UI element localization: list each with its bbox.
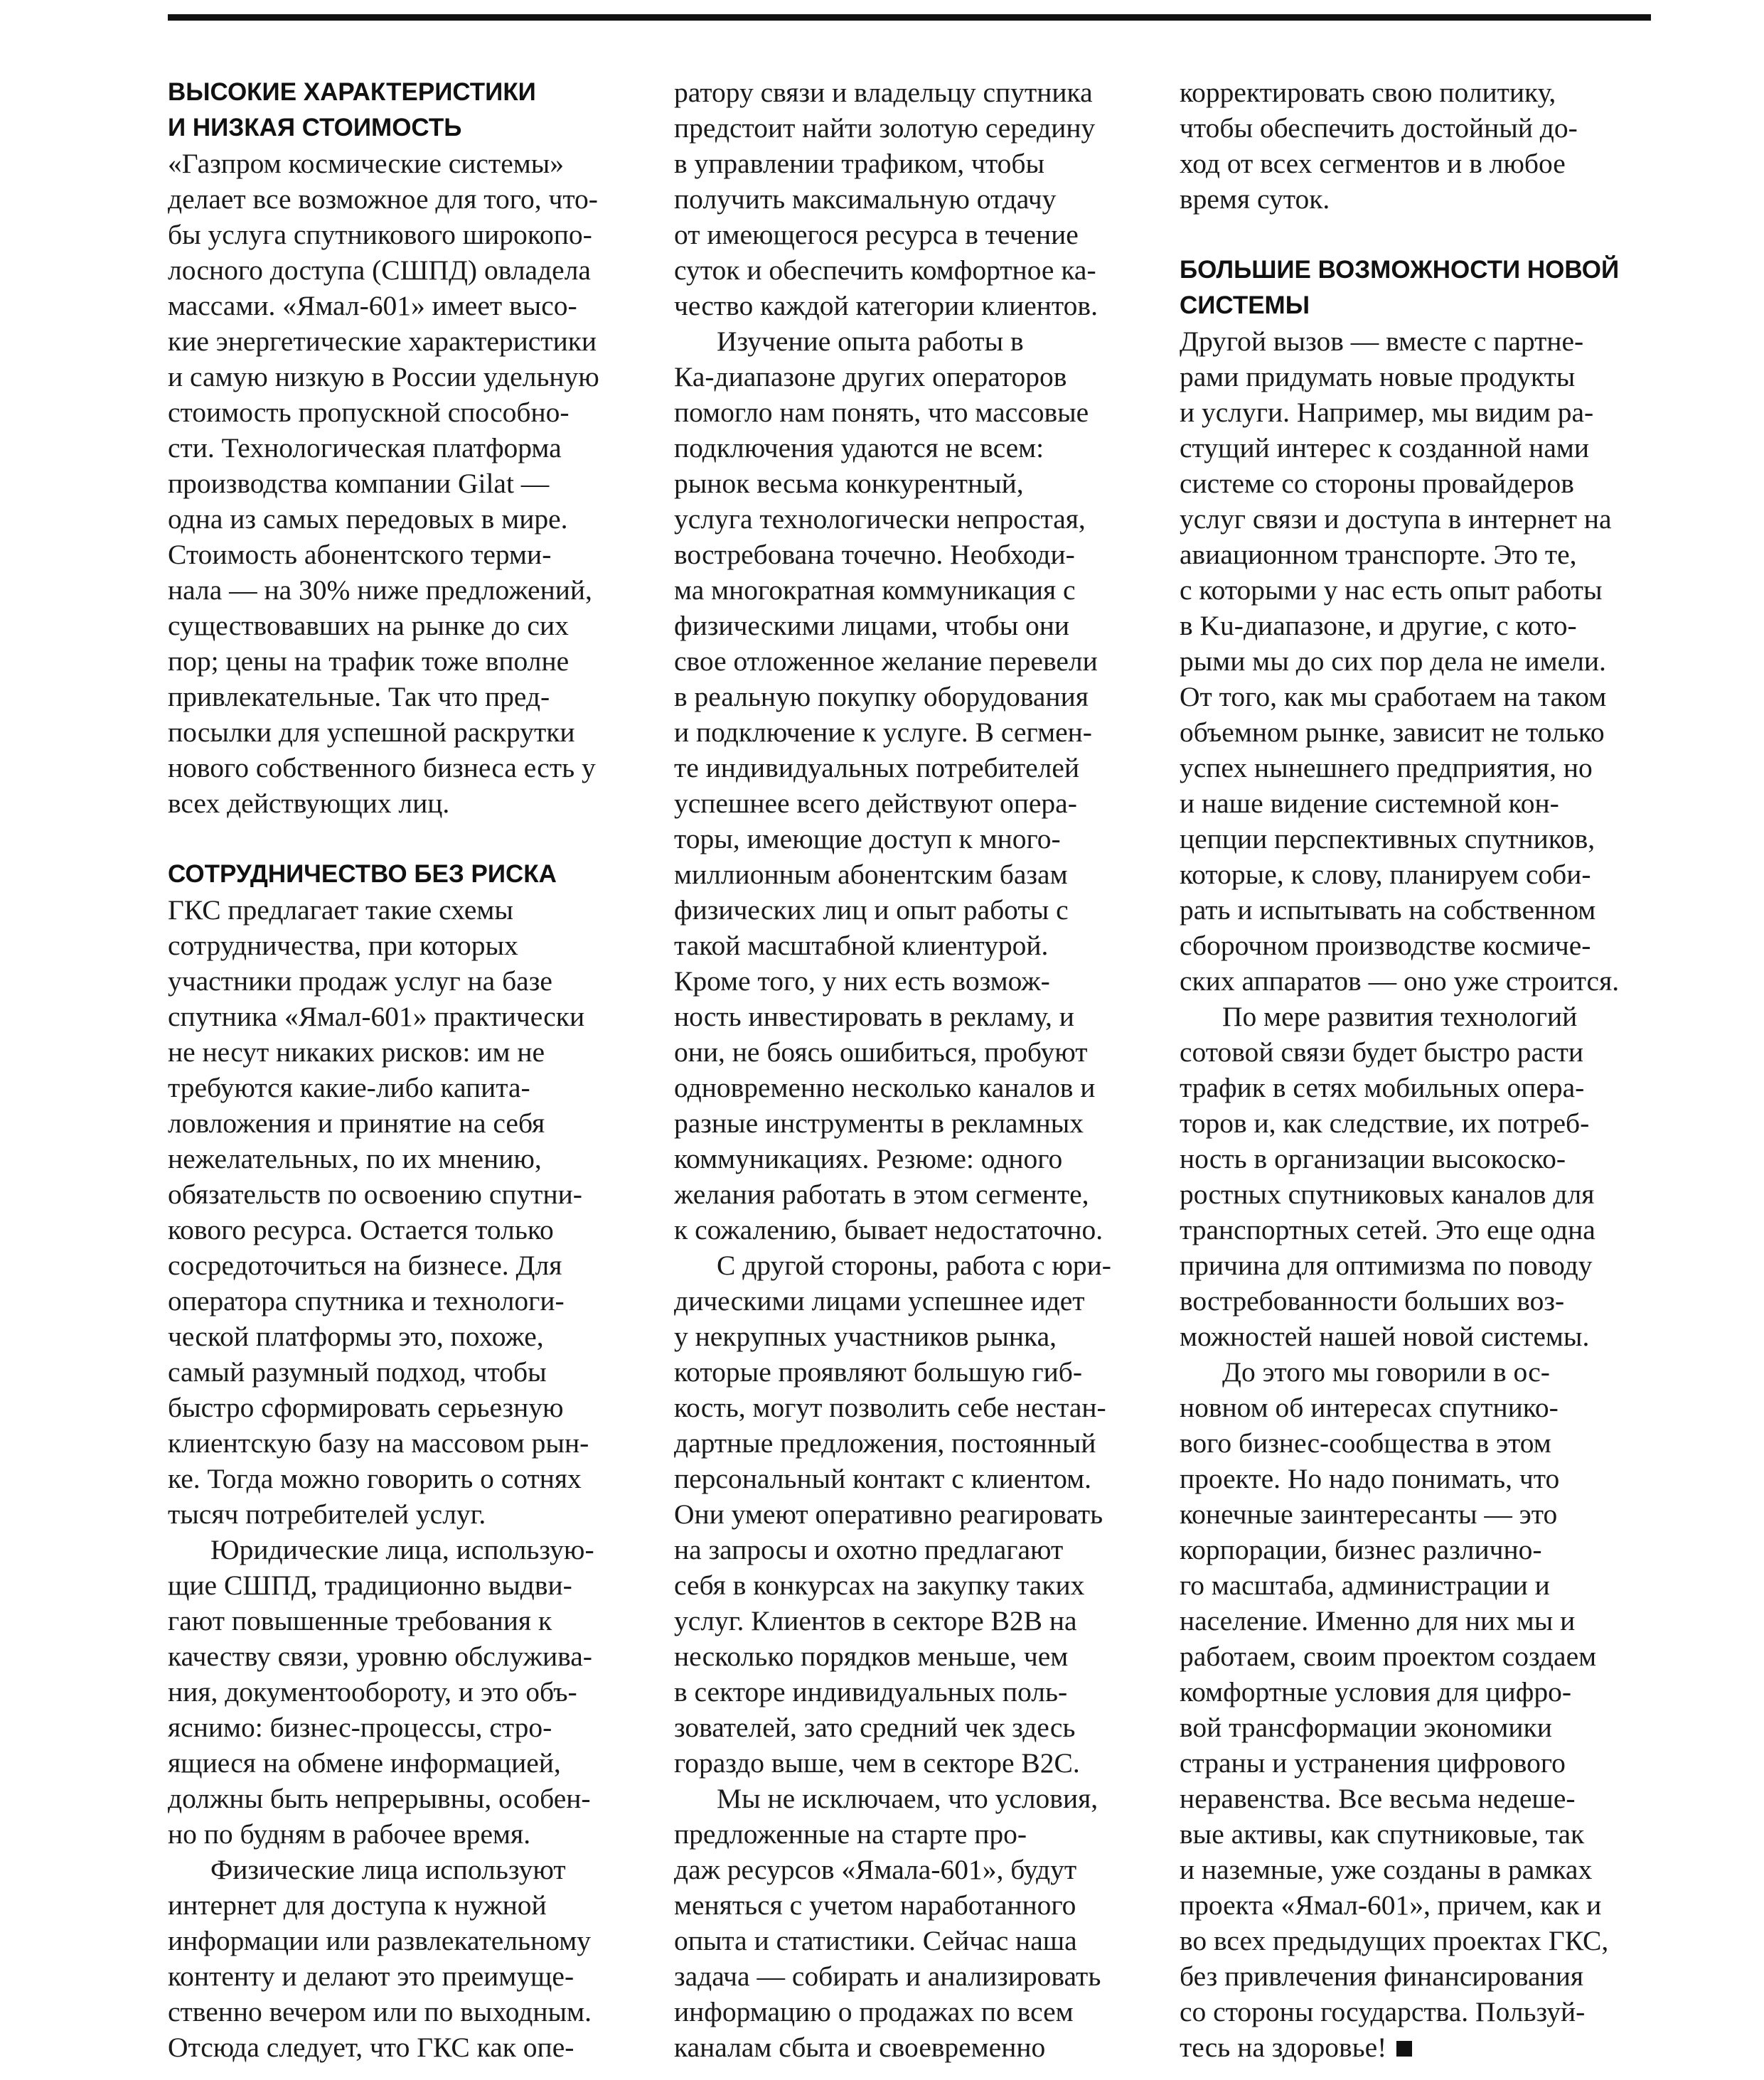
text-line: кие энергетические характеристики [168,326,597,357]
text-line: посылки для успешной раскрутки [168,717,575,748]
text-line: ящиеся на обмене информацией, [168,1747,561,1779]
text-line: такой масштабной клиентурой. [674,930,1049,961]
text-line: обязательств по освоению спутни- [168,1179,582,1210]
paragraph [168,146,644,821]
text-line: интернет для доступа к нужной [168,1889,547,1921]
paragraph [1180,75,1656,217]
text-line: СИСТЕМЫ [1180,291,1310,319]
text-line: качеству связи, уровню обслужива- [168,1641,592,1672]
text-line: проекта «Ямал-601», причем, как и [1180,1889,1602,1921]
text-line: цепции перспективных спутников, [1180,823,1595,854]
text-line: физическими лицами, чтобы они [674,610,1070,641]
text-line: со стороны государства. Пользуй- [1180,1996,1586,2027]
text-line: ловложения и принятие на себя [168,1108,545,1139]
text-line: ростных спутниковых каналов для [1180,1179,1595,1210]
column-1 [168,75,644,2065]
end-of-article-mark [1396,2041,1412,2057]
text-line: и подключение к услуге. В сегмен- [674,717,1092,748]
text-line: миллионным абонентским базам [674,859,1068,890]
text-line: без привлечения финансирования [1180,1961,1584,1992]
text-line: делает все возможное для того, что- [168,183,598,215]
text-line: СОТРУДНИЧЕСТВО БЕЗ РИСКА [168,860,557,888]
paragraph [674,323,1150,1248]
heading-high-specs [168,75,644,146]
text-line: которые проявляют большую гиб- [674,1356,1082,1388]
text-line: До этого мы говорили в ос- [1222,1356,1550,1388]
text-line: коммуникациях. Резюме: одного [674,1143,1063,1174]
text-line: участники продаж услуг на базе [168,965,552,997]
text-line: ность в организации высокоско- [1180,1143,1566,1174]
text-line: авиационном транспорте. Это те, [1180,539,1577,570]
text-line: предстоит найти золотую середину [674,112,1096,144]
text-line: быстро сформировать серьезную [168,1392,564,1423]
text-line: Мы не исключаем, что условия, [717,1783,1099,1814]
text-line: кость, могут позволить себе нестан- [674,1392,1106,1423]
text-line: персональный контакт с клиентом. [674,1463,1092,1494]
text-line: опыта и статистики. Сейчас наша [674,1925,1077,1956]
text-line: трафик в сетях мобильных опера- [1180,1072,1585,1103]
text-line: в управлении трафиком, чтобы [674,148,1045,179]
text-line: которые, к слову, планируем соби- [1180,859,1591,890]
text-line: информацию о продажах по всем [674,1996,1074,2027]
text-line: привлекательные. Так что пред- [168,681,550,712]
text-line: востребована точечно. Необходи- [674,539,1075,570]
text-line: производства компании Gilat — [168,468,550,499]
text-line: задача — собирать и анализировать [674,1961,1101,1992]
text-line: ГКС предлагает такие схемы [168,894,513,926]
text-line: ратору связи и владельцу спутника [674,77,1093,108]
text-line: в Ku-диапазоне, и другие, с кото- [1180,610,1577,641]
text-line: стоимость пропускной способно- [168,397,570,428]
text-line: спутника «Ямал-601» практически [168,1001,585,1032]
text-line: нового собственного бизнеса есть у [168,752,596,783]
text-line: сотрудничества, при которых [168,930,518,961]
text-line: клиентскую базу на массовом рын- [168,1427,589,1459]
text-line: ход от всех сегментов и в любое [1180,148,1566,179]
paragraph [168,1532,644,1852]
text-line: новном об интересах спутнико- [1180,1392,1559,1423]
text-line: го масштаба, администрации и [1180,1570,1550,1601]
text-line: даж ресурсов «Ямала-601», будут [674,1854,1077,1885]
text-line: рать и испытывать на собственном [1180,894,1596,926]
text-line: Кроме того, у них есть возмож- [674,965,1050,997]
text-line: Они умеют оперативно реагировать [674,1499,1103,1530]
text-line: от имеющегося ресурса в течение [674,219,1079,250]
text-line: работаем, своим проектом создаем [1180,1641,1597,1672]
text-line: меняться с учетом наработанного [674,1889,1076,1921]
text-line: причина для оптимизма по поводу [1180,1250,1593,1281]
text-line: С другой стороны, работа с юри- [717,1250,1111,1281]
text-line: успех нынешнего предприятия, но [1180,752,1593,783]
text-line: суток и обеспечить комфортное ка- [674,254,1096,286]
text-line: бы услуга спутникового широкопо- [168,219,592,250]
text-line: вые активы, как спутниковые, так [1180,1818,1585,1850]
text-line: системе со стороны провайдеров [1180,468,1574,499]
text-line: во всех предыдущих проектах ГКС, [1180,1925,1609,1956]
text-line: чтобы обеспечить достойный до- [1180,112,1578,144]
text-line: Юридические лица, использую- [210,1534,594,1565]
text-line: подключения удаются не всем: [674,432,1044,463]
text-line: торов и, как следствие, их потреб- [1180,1108,1590,1139]
text-line: у некрупных участников рынка, [674,1321,1057,1352]
text-line: конечные заинтересанты — это [1180,1499,1558,1530]
text-line: физических лиц и опыт работы с [674,894,1069,926]
paragraph [674,75,1150,323]
text-line: оператора спутника и технологи- [168,1285,565,1317]
text-line: информации или развлекательному [168,1925,591,1956]
text-line: И НИЗКАЯ СТОИМОСТЬ [168,114,462,141]
text-line: нала — на 30% ниже предложений, [168,574,592,606]
text-line: комфортные условия для цифро- [1180,1676,1572,1708]
text-line: транспортных сетей. Это еще одна [1180,1214,1595,1245]
text-line: несколько порядков меньше, чем [674,1641,1069,1672]
text-line: существовавших на рынке до сих [168,610,569,641]
text-line: сти. Технологическая платформа [168,432,562,463]
text-line: востребованности больших воз- [1180,1285,1565,1317]
text-line: контенту и делают это преимуще- [168,1961,574,1992]
paragraph [1180,999,1656,1354]
text-line: ность инвестировать в рекламу, и [674,1001,1074,1032]
text-line: можностей нашей новой системы. [1180,1321,1590,1352]
text-line: щие СШПД, традиционно выдви- [168,1570,572,1601]
text-line: и наше видение системной кон- [1180,788,1559,819]
text-line: Физические лица используют [210,1854,566,1885]
text-line: вой трансформации экономики [1180,1712,1552,1743]
text-line: дическими лицами успешнее идет [674,1285,1085,1317]
text-line: ственно вечером или по выходным. [168,1996,592,2027]
text-line: каналам сбыта и своевременно [674,2032,1046,2063]
text-line: рыми мы до сих пор дела не имели. [1180,645,1606,677]
text-line: кового ресурса. Остается только [168,1214,554,1245]
text-line: дартные предложения, постоянный [674,1427,1096,1459]
text-line: в секторе индивидуальных поль- [674,1676,1068,1708]
text-line: «Газпром космические системы» [168,148,565,179]
paragraph [1180,323,1656,999]
text-line: лосного доступа (СШПД) овладела [168,254,591,286]
text-line: и наземные, уже созданы в рамках [1180,1854,1593,1885]
text-line: себя в конкурсах на закупку таких [674,1570,1085,1601]
text-line: сосредоточиться на бизнесе. Для [168,1250,562,1281]
text-line: и самую низкую в России удельную [168,361,599,392]
text-line: стущий интерес к созданной нами [1180,432,1590,463]
column-3 [1180,75,1656,2065]
text-line: БОЛЬШИЕ ВОЗМОЖНОСТИ НОВОЙ [1180,256,1620,284]
text-line: нежелательных, по их мнению, [168,1143,542,1174]
text-line: торы, имеющие доступ к много- [674,823,1061,854]
text-line: тысяч потребителей услуг. [168,1499,486,1530]
text-line: услуг. Клиентов в секторе B2B на [674,1605,1077,1636]
text-line: проекте. Но надо понимать, что [1180,1463,1560,1494]
text-line: Изучение опыта работы в [717,326,1024,357]
text-line: время суток. [1180,183,1330,215]
text-line: на запросы и охотно предлагают [674,1534,1064,1565]
text-line: сборочном производстве космиче- [1180,930,1591,961]
text-line: рами придумать новые продукты [1180,361,1576,392]
text-line: ма многократная коммуникация с [674,574,1076,606]
text-line: всех действующих лиц. [168,788,450,819]
text-line: ческой платформы это, похоже, [168,1321,544,1352]
text-line: Отсюда следует, что ГКС как опе- [168,2032,574,2063]
text-line: массами. «Ямал-601» имеет высо- [168,290,577,321]
text-line: ке. Тогда можно говорить о сотнях [168,1463,582,1494]
text-line: услуг связи и доступа в интернет на [1180,503,1612,535]
text-line: к сожалению, бывает недостаточно. [674,1214,1103,1245]
paragraph [168,1852,644,2065]
paragraph [168,892,644,1532]
text-line: не несут никаких рисков: им не [168,1036,545,1068]
text-line: самый разумный подход, чтобы [168,1356,547,1388]
text-line: Стоимость абонентского терми- [168,539,552,570]
text-line: Ка-диапазоне других операторов [674,361,1067,392]
text-line: население. Именно для них мы и [1180,1605,1576,1636]
text-line: предложенные на старте про- [674,1818,1027,1850]
text-line: Другой вызов — вместе с партне- [1180,326,1584,357]
text-line: с которыми у нас есть опыт работы [1180,574,1603,606]
top-rule [168,14,1651,21]
text-line: помогло нам понять, что массовые [674,397,1089,428]
text-line: получить максимальную отдачу [674,183,1057,215]
text-line: гают повышенные требования к [168,1605,552,1636]
text-line: желания работать в этом сегменте, [674,1179,1089,1210]
text-line: По мере развития технологий [1222,1001,1578,1032]
text-line: яснимо: бизнес-процессы, стро- [168,1712,552,1743]
text-line: чество каждой категории клиентов. [674,290,1098,321]
text-line: услуга технологически непростая, [674,503,1086,535]
text-line: разные инструменты в рекламных [674,1108,1084,1139]
text-line: рынок весьма конкурентный, [674,468,1024,499]
text-line: От того, как мы сработаем на таком [1180,681,1607,712]
paragraph [674,1248,1150,1781]
text-line: вого бизнес-сообщества в этом [1180,1427,1551,1459]
text-line: корректировать свою политику, [1180,77,1556,108]
text-line: те индивидуальных потребителей [674,752,1080,783]
text-line: свое отложенное желание перевели [674,645,1098,677]
text-line: одна из самых передовых в мире. [168,503,568,535]
text-line: ВЫСОКИЕ ХАРАКТЕРИСТИКИ [168,78,536,106]
text-line: гораздо выше, чем в секторе B2C. [674,1747,1080,1779]
heading-cooperation [168,857,644,892]
text-line: страны и устранения цифрового [1180,1747,1566,1779]
text-line: успешнее всего действуют опера- [674,788,1077,819]
paragraph [674,1781,1150,2065]
text-line: и услуги. Например, мы видим ра- [1180,397,1594,428]
text-line: но по будням в рабочее время. [168,1818,531,1850]
text-line: они, не боясь ошибиться, пробуют [674,1036,1088,1068]
column-2 [674,75,1150,2065]
heading-new-system [1180,252,1656,323]
text-line: одновременно несколько каналов и [674,1072,1096,1103]
text-line: неравенства. Все весьма недеше- [1180,1783,1576,1814]
text-line: зователей, зато средний чек здесь [674,1712,1076,1743]
text-line: пор; цены на трафик тоже вполне [168,645,570,677]
text-line: в реальную покупку оборудования [674,681,1089,712]
text-line: корпорации, бизнес различно- [1180,1534,1542,1565]
text-line: тесь на здоровье! [1180,2030,1656,2065]
text-line: ния, документообороту, и это объ- [168,1676,577,1708]
paragraph [1180,1354,1656,2065]
text-line: объемном рынке, зависит не только [1180,717,1605,748]
text-line: ских аппаратов — оно уже строится. [1180,965,1620,997]
text-line: должны быть непрерывны, особен- [168,1783,591,1814]
text-line: сотовой связи будет быстро расти [1180,1036,1583,1068]
text-line: требуются какие-либо капита- [168,1072,530,1103]
